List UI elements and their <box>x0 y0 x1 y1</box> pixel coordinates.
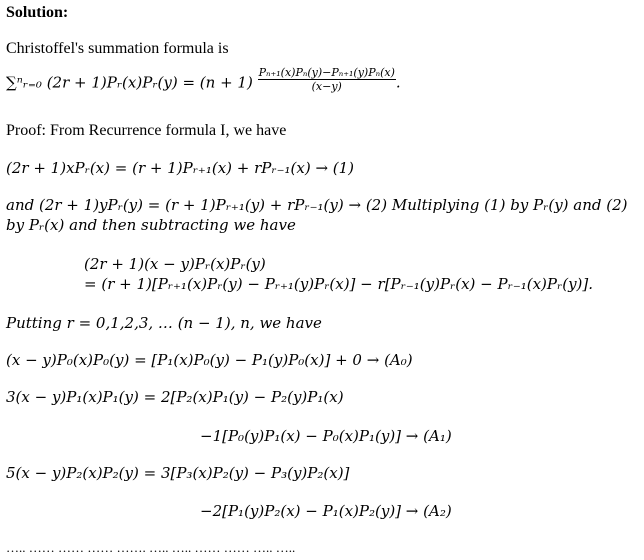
difference-line-1: (2r + 1)(x − y)Pᵣ(x)Pᵣ(y) <box>84 255 266 273</box>
solution-heading: Solution: <box>6 4 69 21</box>
putting-text: Putting r = 0,1,2,3, … (n − 1), n, we have <box>6 314 322 332</box>
equation-a1-line-1: 3(x − y)P₁(x)P₁(y) = 2[P₂(x)P₁(y) − P₂(y)P₁(x) <box>6 388 344 406</box>
equation-1: (2r + 1)xPᵣ(x) = (r + 1)Pᵣ₊₁(x) + rPᵣ₋₁(x) → (1) <box>6 159 355 177</box>
equation-a2-line-2: −2[P₁(y)P₂(x) − P₁(x)P₂(y)] → (A₂) <box>200 502 452 520</box>
equation-2-line-1: and (2r + 1)yPᵣ(y) = (r + 1)Pᵣ₊₁(y) + rPᵣ₋₁(y) → (2) Multiplying (1) by Pᵣ(y) and (2) <box>6 196 628 214</box>
equation-a0: (x − y)P₀(x)P₀(y) = [P₁(x)P₀(y) − P₁(y)P₀(x)] + 0 → (A₀) <box>6 351 413 369</box>
formula-fraction <box>258 66 396 93</box>
equation-a2-line-1: 5(x − y)P₂(x)P₂(y) = 3[P₃(x)P₂(y) − P₃(y)P₂(x)] <box>6 464 350 482</box>
formula-numerator: Pₙ₊₁(x)Pₙ(y)−Pₙ₊₁(y)Pₙ(x) <box>258 66 395 79</box>
continuation-dots: ….. …… …… …… ……. ….. ….. …… …… ….. ….. <box>6 540 296 555</box>
formula-denominator: (x−y) <box>311 80 342 93</box>
equation-a1-line-2: −1[P₀(y)P₁(x) − P₀(x)P₁(y)] → (A₁) <box>200 427 452 445</box>
proof-intro: Proof: From Recurrence formula I, we have <box>6 122 287 139</box>
formula-tail: . <box>395 73 401 92</box>
equation-2-line-2: by Pᵣ(x) and then subtracting we have <box>6 216 296 234</box>
formula-lhs: ∑ⁿᵣ₌₀ (2r + 1)Pᵣ(x)Pᵣ(y) = (n + 1) <box>6 73 253 92</box>
intro-text: Christoffel's summation formula is <box>6 40 229 57</box>
christoffel-formula <box>6 66 401 97</box>
difference-line-2: = (r + 1)[Pᵣ₊₁(x)Pᵣ(y) − Pᵣ₊₁(y)Pᵣ(x)] − r[Pᵣ₋₁(y)Pᵣ(x) − Pᵣ₋₁(x)Pᵣ(y)]. <box>84 275 594 293</box>
